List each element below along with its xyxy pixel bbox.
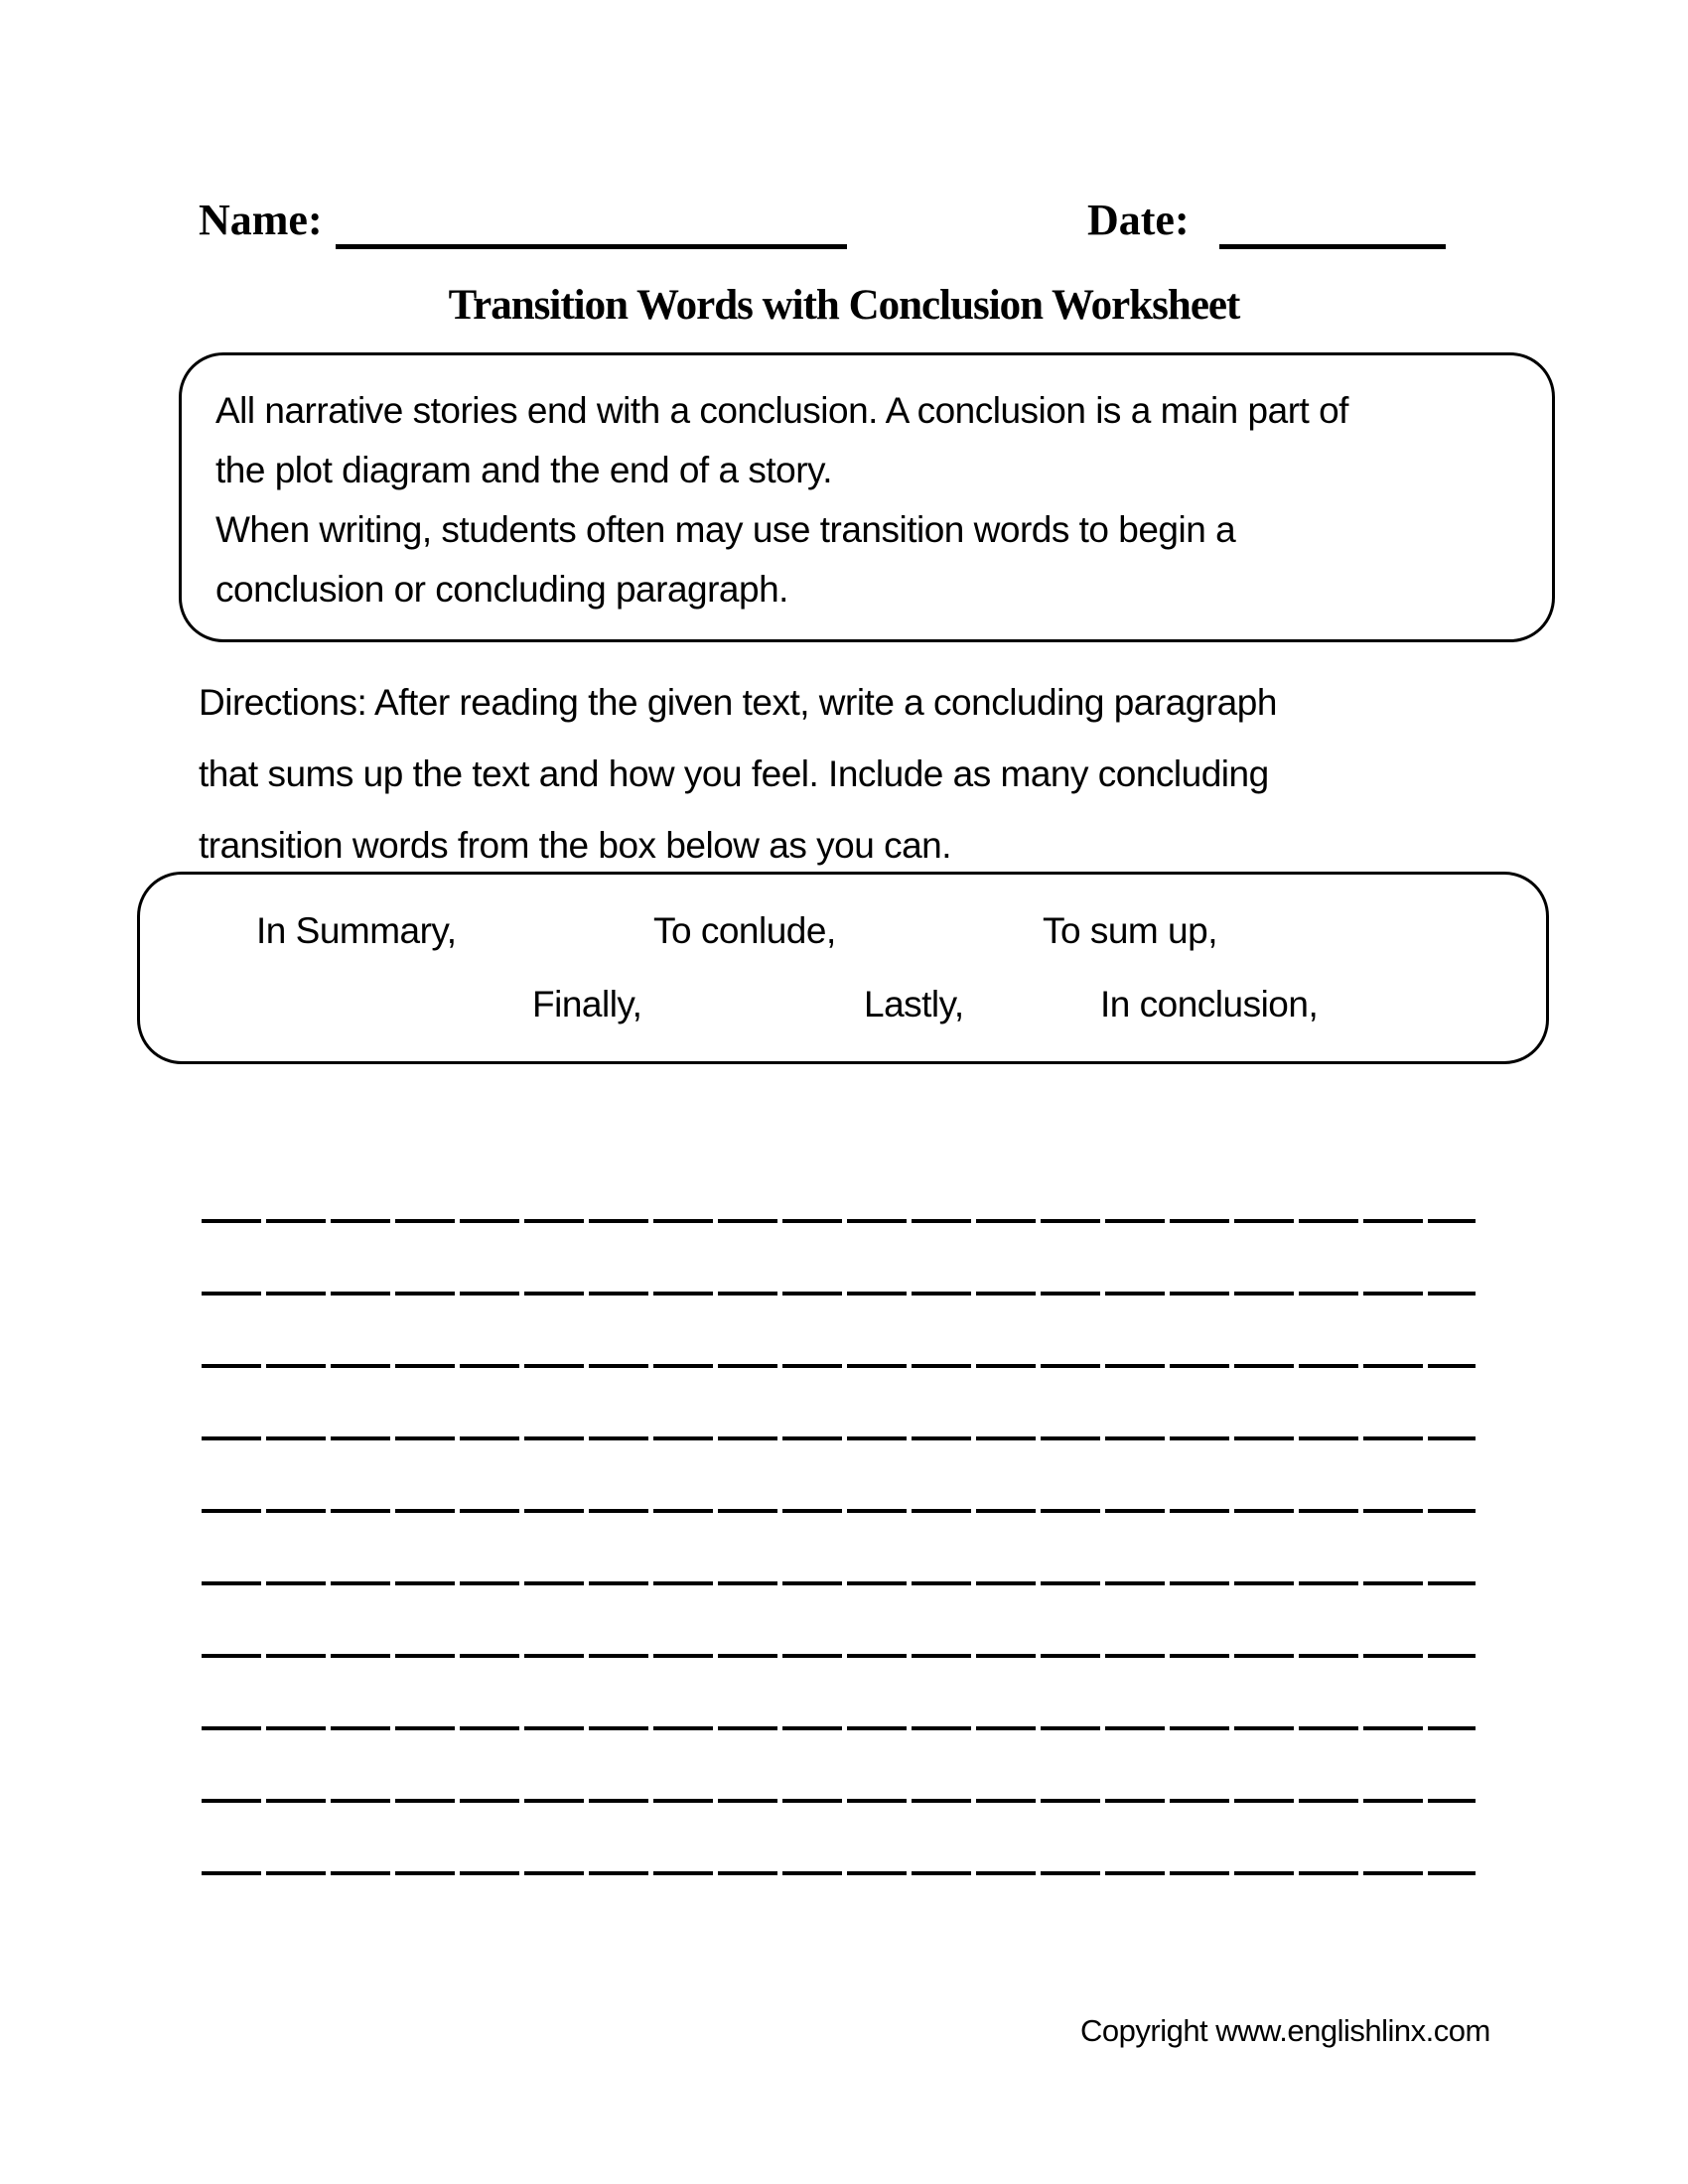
word-bank-item: To conlude, [653, 910, 836, 951]
directions-line: Directions: After reading the given text, write a concluding paragraph [199, 682, 1277, 723]
directions-line: transition words from the box below as you can. [199, 825, 951, 866]
intro-line: the plot diagram and the end of a story. [215, 450, 833, 490]
word-bank-box [137, 872, 1549, 1064]
writing-line[interactable] [202, 1799, 1476, 1803]
writing-line[interactable] [202, 1654, 1476, 1658]
writing-line[interactable] [202, 1364, 1476, 1368]
word-bank-item: In Summary, [256, 910, 457, 951]
directions-line: that sums up the text and how you feel. Include as many concluding [199, 753, 1269, 794]
intro-box [179, 352, 1555, 642]
writing-area [202, 1219, 1476, 1944]
directions-text [199, 667, 1277, 882]
intro-line: When writing, students often may use transition words to begin a [215, 509, 1236, 550]
intro-line: conclusion or concluding paragraph. [215, 569, 788, 610]
word-bank-item: In conclusion, [1100, 984, 1319, 1024]
writing-line[interactable] [202, 1436, 1476, 1440]
name-label: Name: [199, 196, 323, 244]
copyright-text: Copyright www.englishlinx.com [1080, 2013, 1490, 2048]
writing-line[interactable] [202, 1871, 1476, 1875]
intro-line: All narrative stories end with a conclusion. A conclusion is a main part of [215, 390, 1348, 431]
name-field-blank[interactable] [336, 244, 847, 249]
page-title: Transition Words with Conclusion Worksheet [448, 282, 1240, 329]
date-field-blank[interactable] [1219, 244, 1446, 249]
writing-line[interactable] [202, 1581, 1476, 1585]
writing-line[interactable] [202, 1219, 1476, 1223]
date-label: Date: [1087, 196, 1190, 244]
word-bank-item: Lastly, [864, 984, 964, 1024]
writing-line[interactable] [202, 1292, 1476, 1296]
writing-line[interactable] [202, 1726, 1476, 1730]
word-bank-item: Finally, [532, 984, 642, 1024]
writing-line[interactable] [202, 1509, 1476, 1513]
word-bank-item: To sum up, [1043, 910, 1217, 951]
